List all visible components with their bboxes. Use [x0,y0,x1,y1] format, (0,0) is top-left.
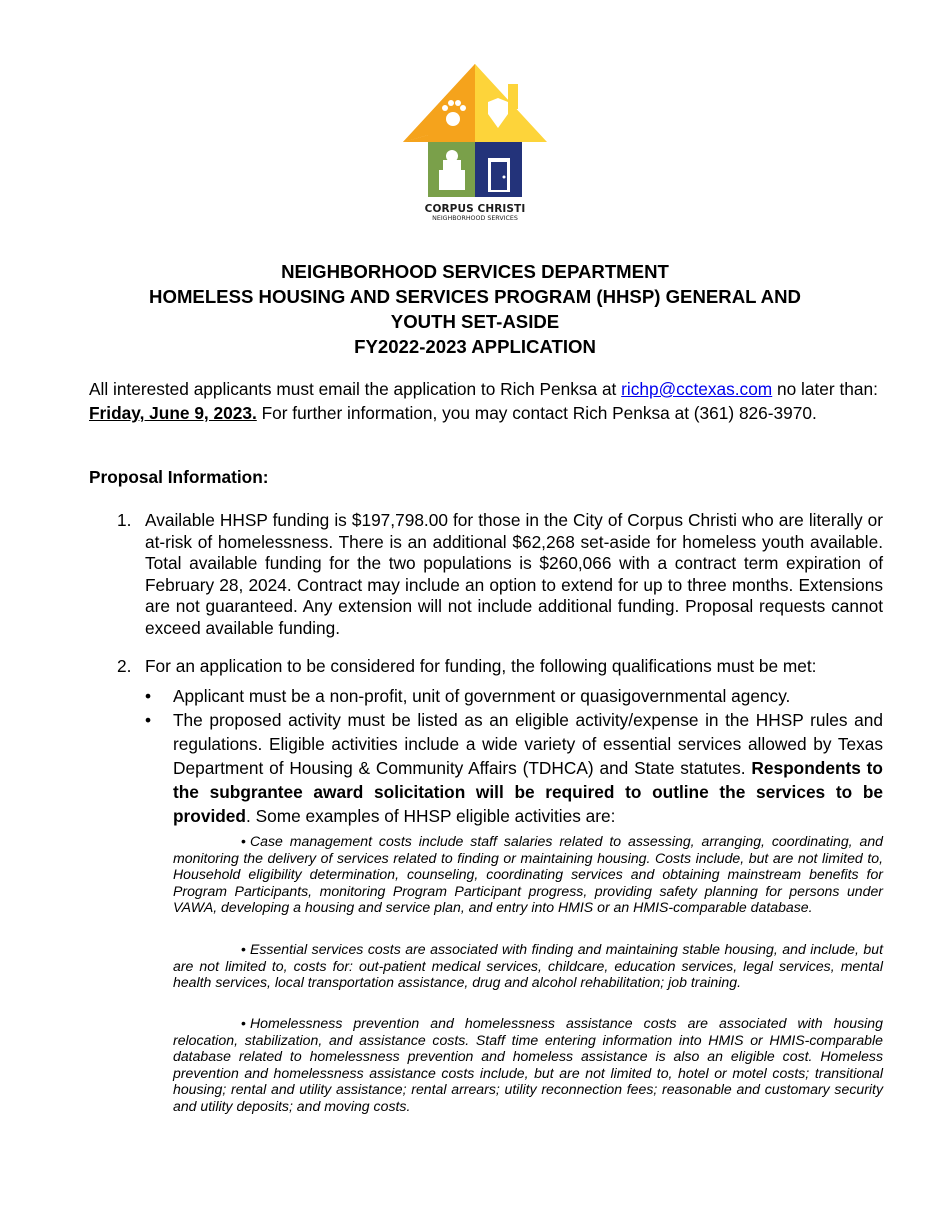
list-item-number: 2. [117,656,132,676]
bullet-eligible-activity [145,708,883,828]
bullet-text-bold: Respondents to the subgrantee award solicitation will be required to outline the services to be provided [173,758,883,826]
bullet-dot-icon: • [145,710,152,730]
intro-text-before: All interested applicants must email the application to Rich Penksa at [89,379,622,399]
sub-bullet-essential-services [173,941,883,991]
bullet-dot-icon: • [241,941,246,957]
email-link[interactable]: richp@cctexas.com [621,379,773,399]
intro-text-mid: no later than: [772,379,878,399]
intro-text-after: For further information, you may contact Rich Penksa at (361) 826-3970. [256,403,817,423]
title-line-3: YOUTH SET-ASIDE [390,311,560,332]
list-item-2 [117,656,883,678]
intro-paragraph [89,377,885,425]
bullet-nonprofit [145,685,883,707]
deadline-date: Friday, June 9, 2023. [89,403,257,423]
sub-bullet-text: Essential services costs are associated with finding and maintaining stable housing, and include, but are not limited to, costs for: out-patient medical services, childcare, education services, legal services, mental health services, local transportation assistance, drug and alcohol rehabilitation; job training. [173,941,883,990]
logo-name-line2: NEIGHBORHOOD SERVICES [432,215,518,222]
bullet-dot-icon: • [241,1015,246,1031]
list-item-number: 1. [117,510,132,530]
sub-bullet-case-management [173,833,883,916]
proposal-information-heading: Proposal Information: [89,467,269,487]
corpus-christi-logo [400,62,550,227]
sub-bullet-text: Homelessness prevention and homelessness assistance costs are associated with housing relocation, stabilization, and assistance costs. Staff time entering information into HMIS or HMIS-comparable database related to homelessness prevention and homeless assistance is also an eligible cost. Homeless prevention and homelessness assistance costs include, but are not limited to, hotel or motel costs; transitional housing; rental and utility assistance; rental arrears; utility reconnection fees; reasonable and customary security and utility deposits; and moving costs. [173,1015,883,1114]
bullet-text: Applicant must be a non-profit, unit of government or quasigovernmental agency. [173,686,791,706]
list-item-text: For an application to be considered for funding, the following qualifications must be met: [145,656,817,676]
bullet-dot-icon: • [145,686,152,706]
document-title [80,259,870,359]
list-item-text: Available HHSP funding is $197,798.00 for those in the City of Corpus Christi who are literally or at-risk of homelessness. There is an additional $62,268 set-aside for homeless youth available. Total available funding for the two populations is $260,066 with a contract term expiration of February 28, 2024. Contract may include an option to extend for up to three months. Extensions are not guaranteed. Any extension will not include additional funding. Proposal requests cannot exceed available funding. [145,510,883,638]
bullet-text-tail: . Some examples of HHSP eligible activities are: [245,806,616,826]
bullet-text [173,708,883,828]
bullet-dot-icon: • [241,833,246,849]
logo-name-line1: CORPUS CHRISTI [424,203,526,215]
title-line-2: HOMELESS HOUSING AND SERVICES PROGRAM (HHSP) GENERAL AND [149,286,801,307]
house-logo-icon [400,62,550,202]
sub-bullet-homelessness-prevention [173,1015,883,1114]
list-item-1 [117,510,883,640]
title-line-1: NEIGHBORHOOD SERVICES DEPARTMENT [281,261,669,282]
bullet-text-main: The proposed activity must be listed as an eligible activity/expense in the HHSP rules and regulations. Eligible activities include a wide variety of essential services allowed by Texas Department of Housing & Community Affairs (TDHCA) and State statutes. [173,710,883,778]
sub-bullet-text: Case management costs include staff salaries related to assessing, arranging, coordinating, and monitoring the delivery of services related to finding or maintaining housing. Costs include, but are not limited to, Household eligibility determination, counseling, coordinating services and obtaining mainstream benefits for Program Participants, monitoring Program Participant progress, providing safety planning for persons under VAWA, developing a housing and service plan, and entry into HMIS or an HMIS-comparable database. [173,833,883,915]
title-line-4: FY2022-2023 APPLICATION [354,336,596,357]
